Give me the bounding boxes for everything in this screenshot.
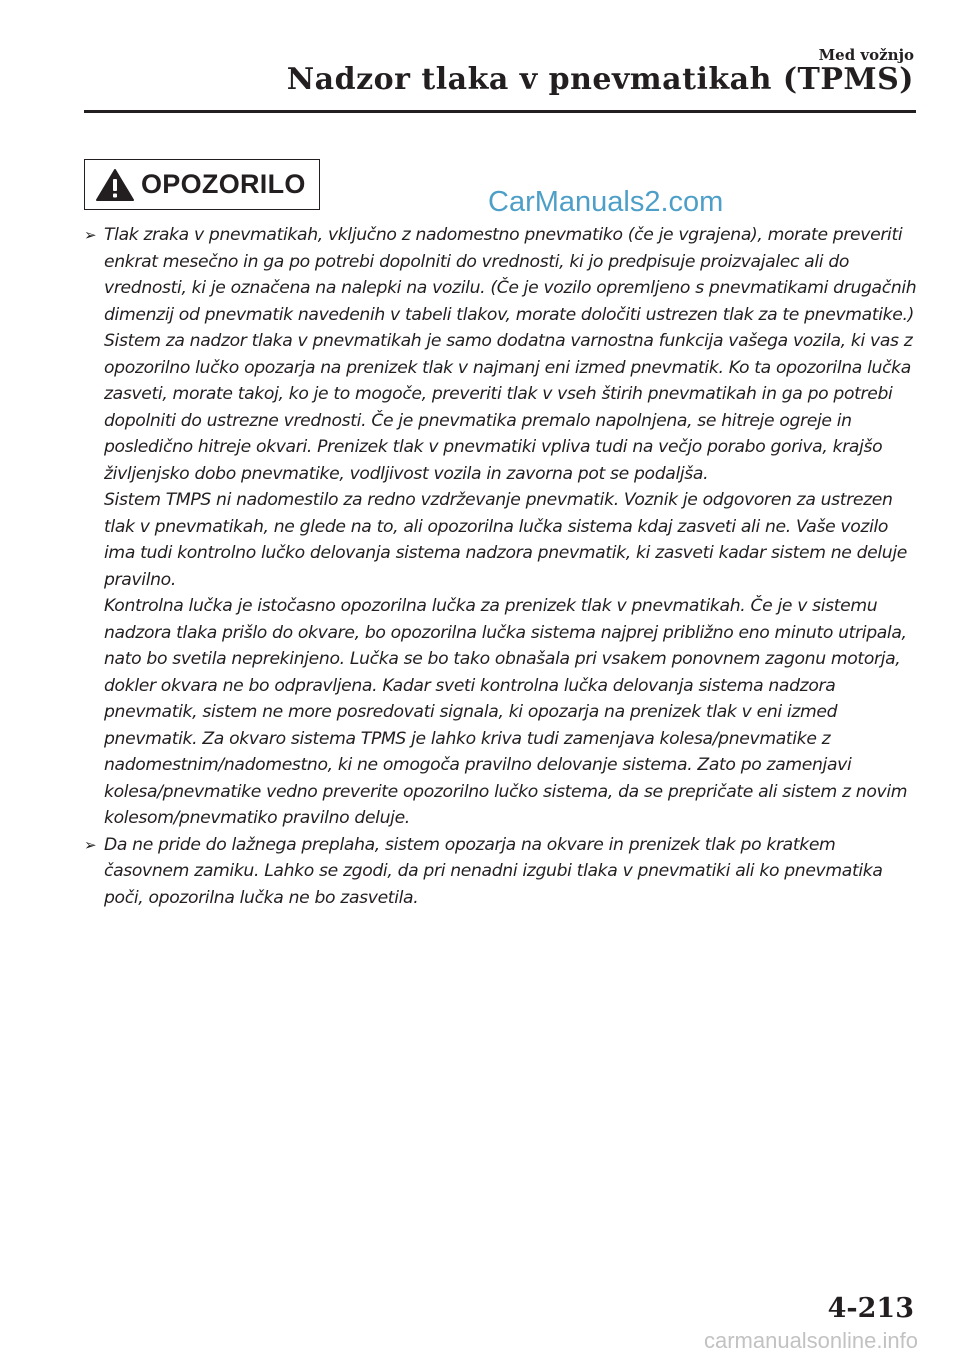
section-label: Med vožnjo — [818, 46, 914, 64]
watermark: CarManuals2.com — [488, 186, 724, 218]
warning-body — [84, 222, 920, 911]
paragraph: Sistem za nadzor tlaka v pnevmatikah je samo dodatna varnostna funkcija vašega vozila, ki vas z opozorilno lučko opozarja na prenizek tlak v najmanj eni izmed pnevmatik. Ko ta opozorilna lučka zasveti, morate takoj, ko je to mogoče, preveriti tlak v vseh štirih pnevmatikah in ga po potrebi dopolniti do ustrezne vrednosti. Če je pnevmatika premalo napolnjena, se hitreje ogreje in posledično hitreje okvari. Prenizek tlak v pnevmatiki vpliva tudi na večjo porabo goriva, krajšo življenjsko dobo pnevmatike, vodljivost vozila in zavorna pot se podaljša. — [104, 331, 913, 484]
paragraph: Sistem TMPS ni nadomestilo za redno vzdrževanje pnevmatik. Voznik je odgovoren za ustrezen tlak v pnevmatikah, ne glede na to, ali opozorilna lučka sistema kdaj zasveti ali ne. Vaše vozilo ima tudi kontrolno lučko delovanja sistema nadzora pnevmatik, ki zasveti kadar sistem ne deluje pravilno. — [104, 490, 907, 590]
paragraph: Da ne pride do lažnega preplaha, sistem opozarja na okvare in prenizek tlak po kratkem časovnem zamiku. Lahko se zgodi, da pri nenadni izgubi tlaka v pnevmatiki ali ko pnevmatika poči, opozorilna lučka ne bo zasvetila. — [104, 834, 883, 908]
header-rule — [84, 110, 916, 113]
bullet-marker: ➢ — [84, 835, 97, 854]
bullet-item — [84, 832, 920, 912]
footer-url: carmanualsonline.info — [703, 1328, 918, 1353]
warning-box — [84, 159, 320, 210]
paragraph: Tlak zraka v pnevmatikah, vključno z nadomestno pnevmatiko (če je vgrajena), morate preveriti enkrat mesečno in ga po potrebi dopolniti do vrednosti, ki jo predpisuje proizvajalec ali do vrednosti, ki je označena na nalepki na vozilu. (Če je vozilo opremljeno s pnevmatikami drugačnih dimenzij od pnevmatik navedenih v tabeli tlakov, morate določiti ustrezen tlak za te pnevmatike.) — [104, 225, 917, 325]
warning-triangle-icon — [95, 168, 135, 202]
bullet-item — [84, 222, 920, 832]
bullet-marker: ➢ — [84, 226, 97, 244]
warning-title: OPOZORILO — [141, 169, 306, 199]
chapter-title: Nadzor tlaka v pnevmatikah (TPMS) — [286, 62, 914, 97]
page-number: 4-213 — [827, 1293, 914, 1324]
paragraph: Kontrolna lučka je istočasno opozorilna lučka za prenizek tlak v pnevmatikah. Če je v sistemu nadzora tlaka prišlo do okvare, bo opozorilna lučka sistema najprej približno eno minuto utripala, nato bo svetila neprekinjeno. Lučka se bo tako obnašala pri vsakem ponovnem zagonu motorja, dokler okvara ne bo odpravljena. Kadar sveti kontrolna lučka delovanja sistema nadzora pnevmatik, sistem ne more posredovati signala, ki opozarja na prenizek tlak v eni izmed pnevmatik. Za okvaro sistema TPMS je lahko kriva tudi zamenjava kolesa/pnevmatike z nadomestnim/nadomestno, ki ne omogoča pravilno delovanje sistema. Zato po zamenjavi kolesa/pnevmatike vedno preverite opozorilno lučko sistema, da se prepričate ali sistem z novim kolesom/pnevmatiko pravilno deluje. — [104, 596, 908, 828]
